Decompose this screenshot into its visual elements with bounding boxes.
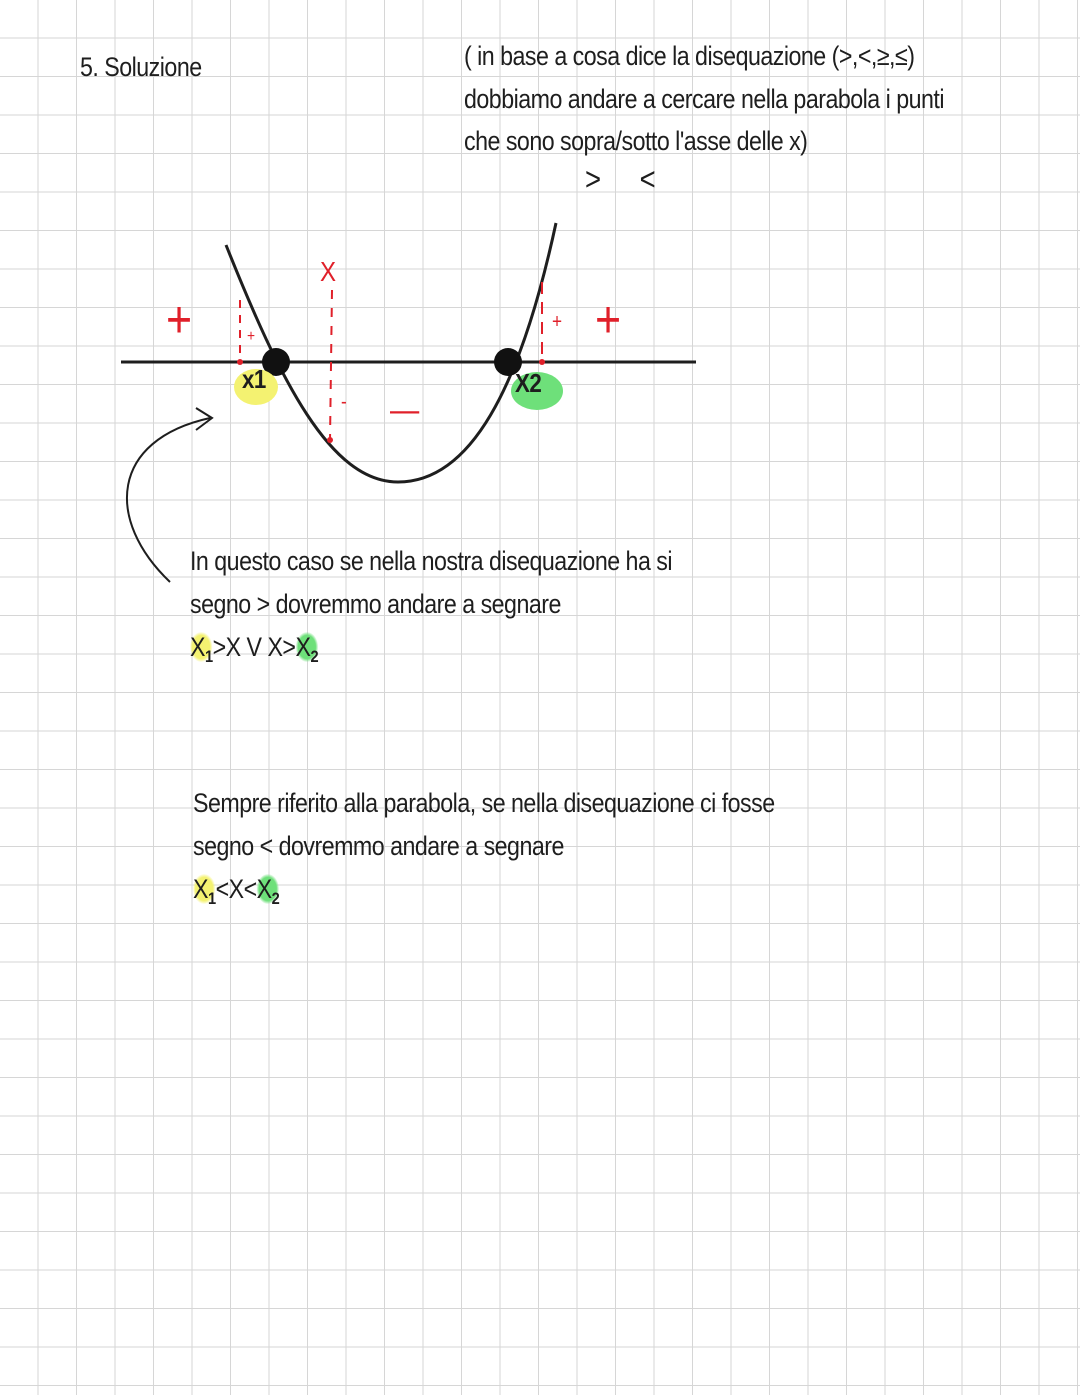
case-less-line-1: Sempre riferito alla parabola, se nella disequazione ci fosse bbox=[193, 788, 775, 818]
solution-middle: >X V X> bbox=[212, 632, 296, 662]
sign-plus-right: + bbox=[595, 291, 621, 349]
x2-term: $X_2$ bbox=[295, 632, 319, 666]
note-symbols: > < bbox=[585, 161, 672, 197]
solution-middle: <X< bbox=[215, 874, 257, 904]
root-label-x2: X2 bbox=[515, 368, 542, 398]
note-line-1: ( in base a cosa dice la disequazione (>,<,≥,≤) bbox=[464, 41, 915, 71]
x2-term: $X_2$ bbox=[256, 874, 280, 908]
test-line-middle bbox=[330, 290, 332, 440]
note-line-2: dobbiamo andare a cercare nella parabola i punti bbox=[464, 84, 944, 114]
case-greater-line-1: In questo caso se nella nostra disequazione ha si bbox=[190, 546, 673, 576]
test-dot-middle bbox=[327, 437, 333, 443]
x1-term: $X_1$ bbox=[190, 632, 213, 666]
sign-minus-middle: — bbox=[390, 391, 419, 429]
test-dot-right bbox=[539, 359, 545, 365]
sign-small-minus-middle: - bbox=[341, 391, 347, 413]
case-greater-line-2: segno > dovremmo andare a segnare bbox=[190, 589, 561, 619]
test-point-label: X bbox=[320, 256, 336, 287]
sign-plus-left: + bbox=[166, 291, 192, 349]
sign-small-plus-right: + bbox=[552, 311, 562, 333]
root-label-x1: x1 bbox=[242, 364, 266, 394]
note-line-3: che sono sopra/sotto l'asse delle x) bbox=[464, 126, 808, 156]
sign-small-plus-left: + bbox=[247, 328, 255, 345]
case-less-line-2: segno < dovremmo andare a segnare bbox=[193, 831, 564, 861]
case-less-solution bbox=[193, 868, 279, 920]
section-heading: 5. Soluzione bbox=[80, 52, 202, 82]
case-greater-solution bbox=[190, 626, 318, 678]
x1-term: $X_1$ bbox=[193, 874, 216, 908]
